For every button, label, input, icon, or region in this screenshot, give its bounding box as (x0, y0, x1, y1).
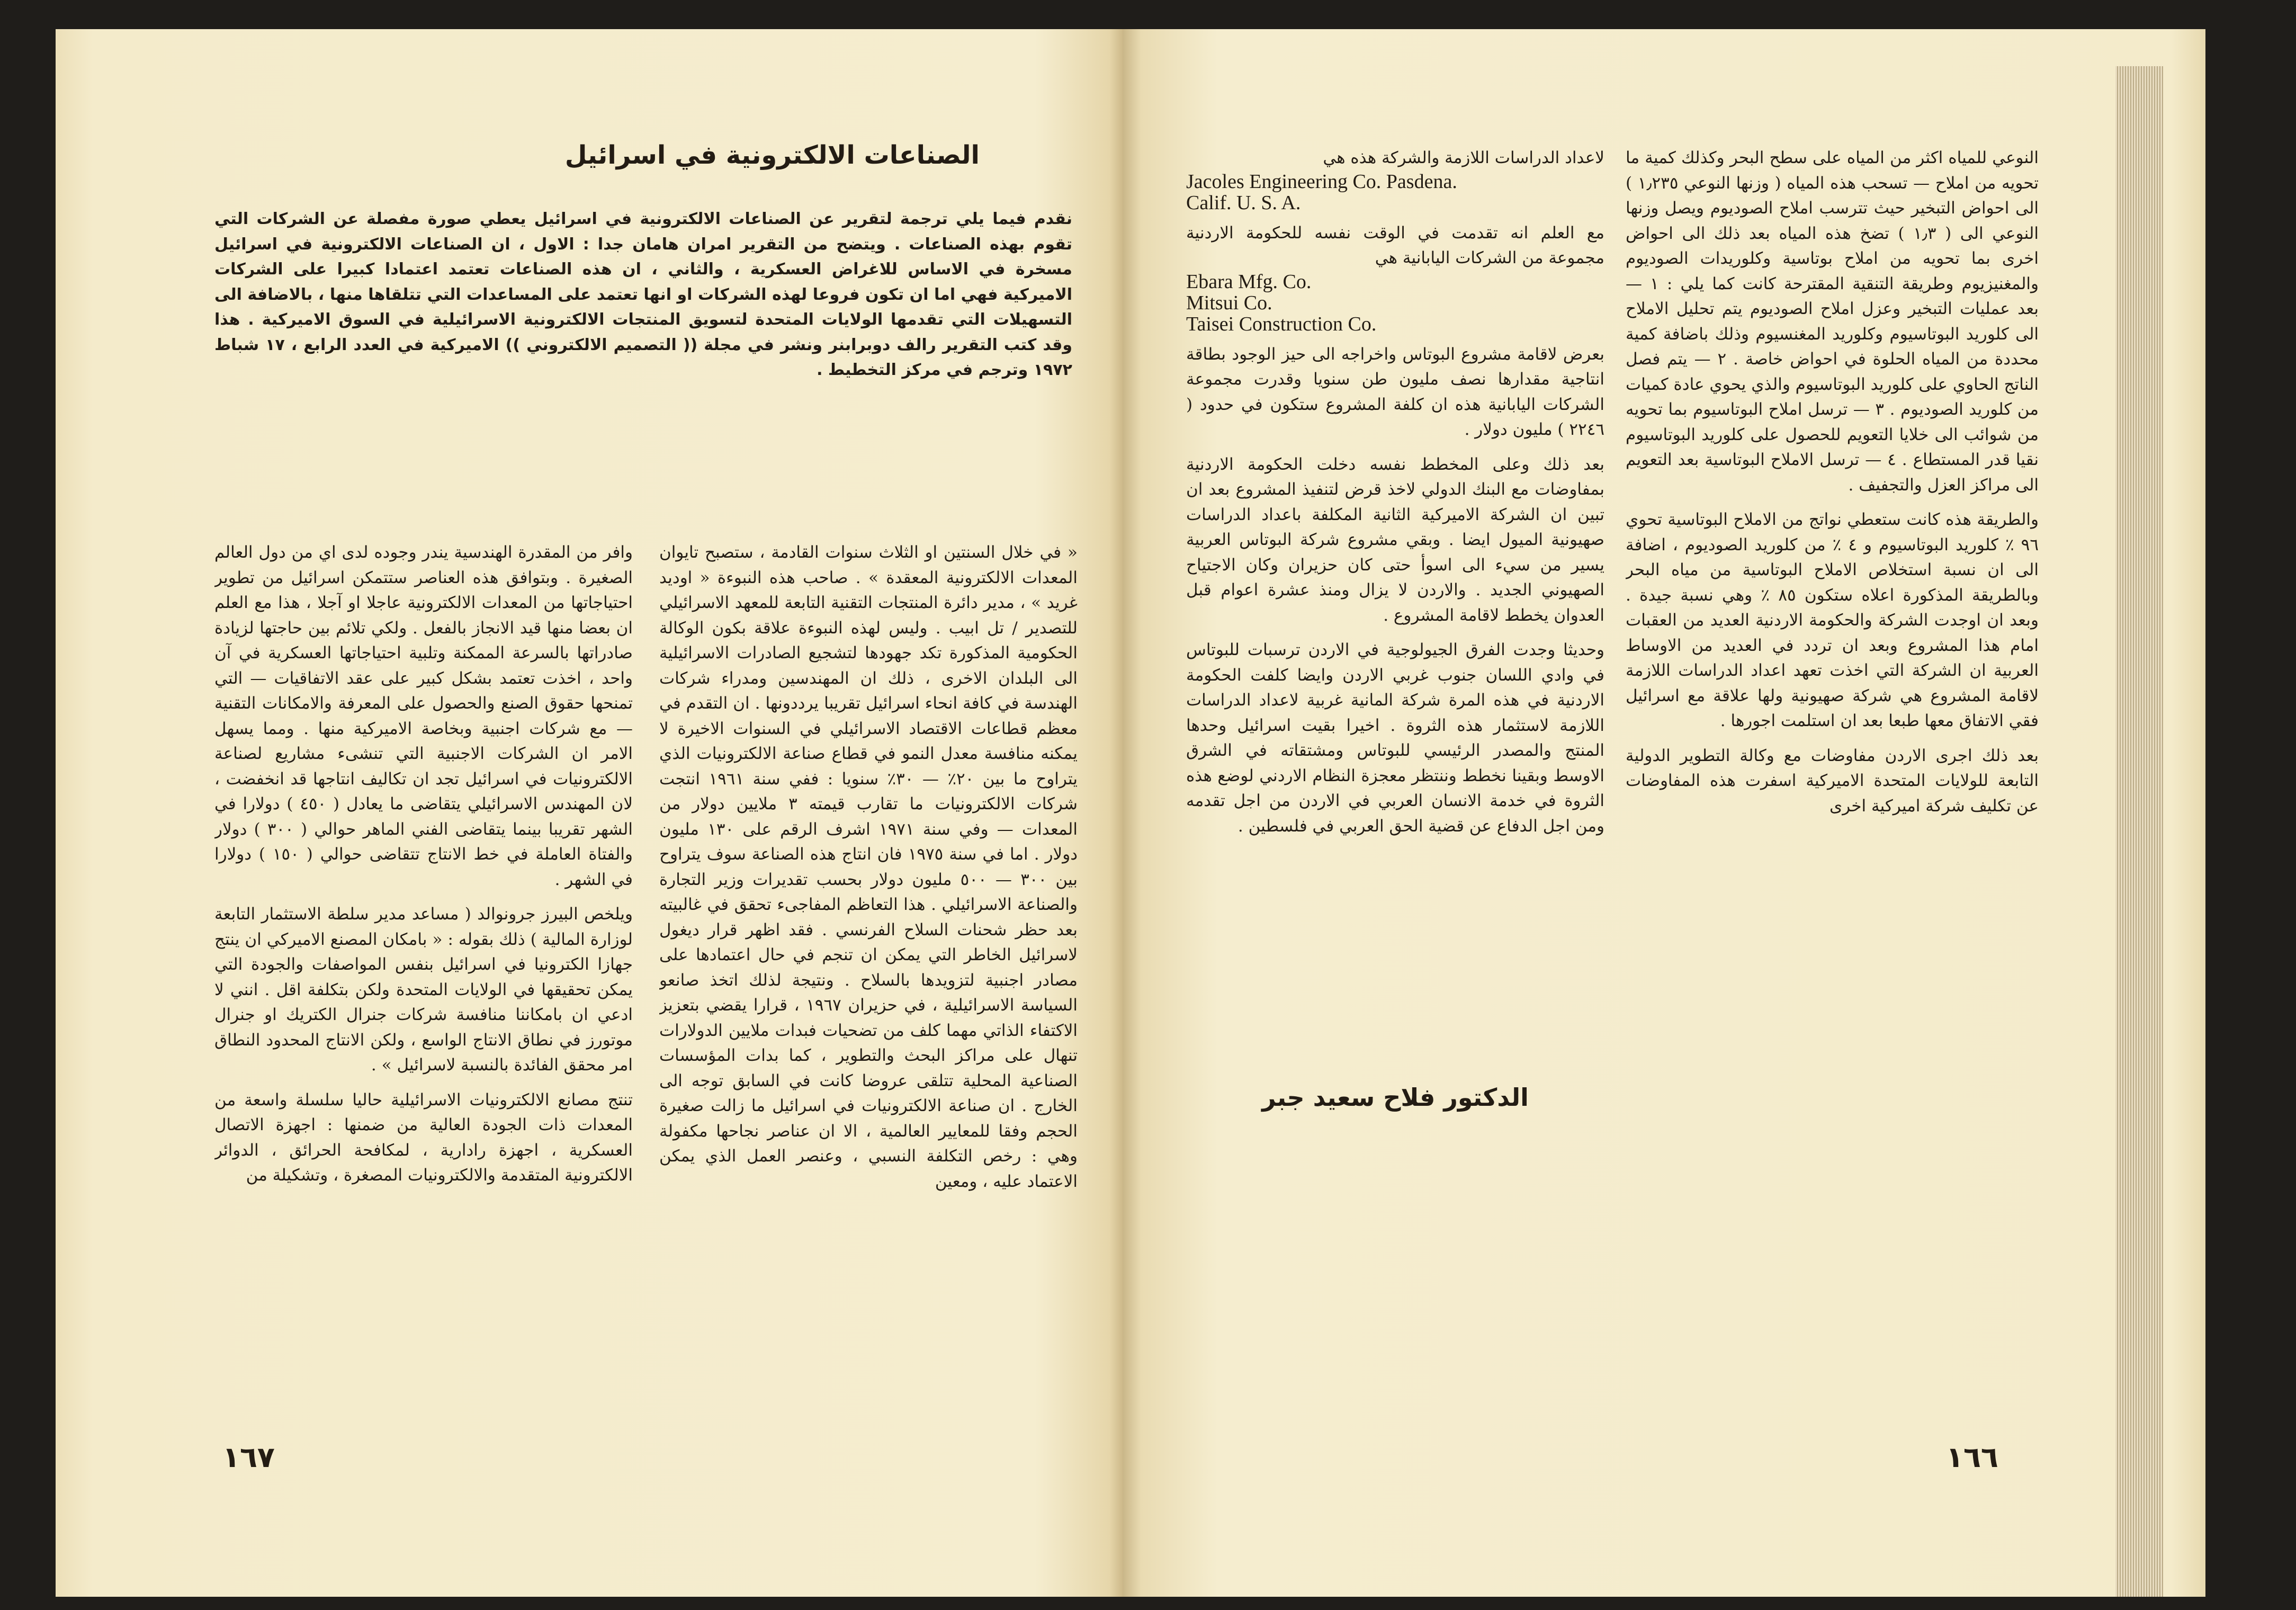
paragraph: وحديثا وجدت الفرق الجيولوجية في الاردن ترسبات للبوتاس في وادي اللسان جنوب غربي الاردن وايضا كلفت الحكومة الاردنية في هذه المرة شركة المانية غربية لاعداد الدراسات اللازمة لاستثمار هذه الثروة . اخيرا بقيت اسرائيل وحدها المنتج والمصدر الرئيسي للبوتاس ومشتقاته في الشرق الاوسط وبقينا نخطط وننتظر معجزة النظام الاردني لوضع هذه الثروة في خدمة الانسان العربي في الاردن من اجل تقدمه ومن اجل الدفاع عن قضية الحق العربي في فلسطين . (1186, 640, 1604, 836)
right-page-right-column (1626, 146, 2039, 1311)
paragraph: ويلخص البيرز جرونوالد ( مساعد مدير سلطة الاستثمار التابعة لوزارة المالية ) ذلك بقوله : « بامكان المصنع الاميركي ان ينتج جهازا الكترونيا في اسرائيل بنفس المواصفات والجودة التي يمكن تحقيقها في الولايات المتحدة ولكن بتكلفة اقل . انني لا ادعي ان بامكاننا منافسة شركات جنرال الكتريك او جنرال موتورز في نطاق الانتاج الواسع ، ولكن الانتاج المحدود النطاق امر محقق الفائدة بالنسبة لاسرائيل » . (214, 905, 633, 1075)
author-byline: الدكتور فلاح سعيد جبر (1262, 1083, 1529, 1112)
page-number: ١٦٦ (1946, 1441, 1998, 1474)
right-page-left-column (1186, 146, 1604, 1078)
page-edge-stack (2115, 66, 2163, 1597)
paragraph: النوعي للمياه اكثر من المياه على سطح البحر وكذلك كمية ما تحويه من املاح — تسحب هذه المياه ( وزنها النوعي ١٫٢٣٥ ) الى احواض التبخير حيث تترسب املاح الصوديوم ويصل وزنها النوعي الى ( ١٫٣ ) تضخ هذه المياه بعد ذلك الى احواض اخرى بما تحويه من املاح بوتاسية وكلوريدات الصوديوم والمغنيزيوم وطريقة التنقية المقترحة كانت كما يلي : ١ — بعد عمليات التبخير وعزل املاح الصوديوم يتم تحليل الاملاح الى كلوريد البوتاسيوم وكلوريد المغنسيوم وذلك باضافة كمية محددة من المياه الحلوة في احواض خاصة . ٢ — يتم فصل الناتج الحاوي على كلوريد البوتاسيوم والذي يحوي عادة كميات من كلوريد الصوديوم . ٣ — ترسل املاح البوتاسيوم بما تحويه من شوائب الى خلايا التعويم للحصول على كلوريد البوتاسيوم نقيا قدر المستطاع . ٤ — ترسل الاملاح البوتاسية بعد التعويم الى مراكز العزل والتجفيف . (1626, 148, 2039, 495)
paragraph: بعد ذلك وعلى المخطط نفسه دخلت الحكومة الاردنية بمفاوضات مع البنك الدولي لاخذ قرض لتنفيذ المشروع بعد ان تبين ان الشركة الاميركية الثانية المكلفة باعداد الدراسات صهيونية الميول ايضا . وبقي مشروع شركة البوتاس العربية يسير من سيء الى اسوأ حتى كان حزيران وكان الاجتياح الصهيوني الجديد . والاردن لا يزال ومنذ عشرة اعوام قبل العدوان يخطط لاقامة المشروع . (1186, 454, 1604, 625)
paragraph: بعد ذلك اجرى الاردن مفاوضات مع وكالة التطوير الدولية التابعة للولايات المتحدة الاميركية اسفرت هذه المفاوضات عن تكليف شركة اميركية اخرى (1626, 746, 2039, 816)
paragraph: والطريقة هذه كانت ستعطي نواتج من الاملاح البوتاسية تحوي ٩٦ ٪ كلوريد البوتاسيوم و ٤ ٪ من كلوريد الصوديوم ، اضافة الى ان نسبة استخلاص الاملاح البوتاسية من مياه البحر وبالطريقة المذكورة اعلاه ستكون ٨٥ ٪ وهي نسبة جيدة . وبعد ان اوجدت الشركة والحكومة الاردنية العديد من العقبات امام هذا المشروع وبعد ان تردد في العديد من الاوساط العربية ان الشركة التي اخذت تعهد اعداد الدراسات اللازمة لاقامة المشروع هي شركة صهيونية ولها علاقة مع اسرائيل فقي الاتفاق معها طبعا بعد ان استلمت اجورها . (1626, 510, 2039, 730)
left-page-right-column (659, 540, 1078, 1441)
paragraph: لاعداد الدراسات اللازمة والشركة هذه هي (1323, 148, 1604, 167)
company-name-line: Ebara Mfg. Co. (1186, 270, 1312, 293)
company-name-line: Calif. U. S. A. (1186, 191, 1301, 214)
company-name-line: Mitsui Co. (1186, 291, 1272, 314)
paragraph: وافر من المقدرة الهندسية يندر وجوده لدى اي من دول العالم الصغيرة . وبتوافق هذه العناصر ستتمكن اسرائيل من تطوير احتياجاتها من المعدات الالكترونية عاجلا او آجلا ، هذا مع العلم ان بعضا منها قيد الانجاز بالفعل . ولكي تلائم بين حاجتها لزيادة صادراتها بالسرعة الممكنة وتلبية احتياجاتها العسكرية في آن واحد ، اخذت تعتمد بشكل كبير على عقد الاتفاقيات — التي تمنحها حقوق الصنع والحصول على المعرفة والامكانات التقنية — مع شركات اجنبية وبخاصة الاميركية منها . ومما يسهل الامر ان الشركات الاجنبية التي تنشىء مشاريع لصناعة الالكترونيات في اسرائيل تجد ان تكاليف انتاجها قد انخفضت ، لان المهندس الاسرائيلي يتقاضى ما يعادل ( ٤٥٠ ) دولارا في الشهر تقريبا بينما يتقاضى الفني الماهر حوالي ( ٣٠٠ ) دولار والفتاة العاملة في خط الانتاج تتقاضى حوالي ( ١٥٠ ) دولارا في الشهر . (214, 543, 633, 889)
company-name-line: Taisei Construction Co. (1186, 312, 1377, 335)
page-number: ١٦٧ (222, 1441, 275, 1474)
paragraph: مع العلم انه تقدمت في الوقت نفسه للحكومة الاردنية مجموعة من الشركات اليابانية هي (1186, 223, 1604, 267)
left-page-left-column (214, 540, 633, 1441)
company-name-line: Jacoles Engineering Co. Pasdena. (1186, 170, 1457, 193)
right-page (1123, 29, 2205, 1597)
paragraph: تنتج مصانع الالكترونيات الاسرائيلية حاليا سلسلة واسعة من المعدات ذات الجودة العالية من ضمنها : اجهزة الاتصال العسكرية ، اجهزة رادارية ، لمكافحة الحرائق ، الدوائر الالكترونية المتقدمة والالكترونيات المصغرة ، وتشكيلة من (214, 1090, 633, 1185)
article-title: الصناعات الالكترونية في اسرائيل (564, 140, 980, 170)
company-names-block (1186, 271, 1604, 335)
article-intro: نقدم فيما يلي ترجمة لتقرير عن الصناعات الالكترونية في اسرائيل يعطي صورة مفصلة عن الشركات التي تقوم بهذه الصناعات . ويتضح من التقرير امران هامان جدا : الاول ، ان الصناعات الالكترونية في اسرائيل مسخرة في الاساس للاغراض العسكرية ، والثاني ، ان هذه الصناعات تعتمد اعتمادا كبيرا على الشركات الاميركية فهي اما ان تكون فروعا لهذه الشركات او انها تعتمد على المساعدات التي تتلقاها منها ، بالاضافة الى التسهيلات التي تقدمها الولايات المتحدة لتسويق المنتجات الالكترونية الاسرائيلية في السوق الاميركية . هذا وقد كتب التقرير رالف دوبرابنر ونشر في مجلة (( التصميم الالكتروني )) الاميركية في العدد الرابع ، ١٧ شباط ١٩٧٢ وترجم في مركز التخطيط . (214, 210, 1072, 379)
left-page (56, 29, 1123, 1597)
paragraph: بعرض لاقامة مشروع البوتاس واخراجه الى حيز الوجود بطاقة انتاجية مقدارها نصف مليون طن سنويا وقدرت مجموعة الشركات اليابانية هذه ان كلفة المشروع ستكون في حدود ( ٢٢٤٦ ) مليون دولار . (1186, 344, 1604, 439)
bleed-through-text (87, 140, 167, 405)
paragraph: « في خلال السنتين او الثلاث سنوات القادمة ، ستصبح تايوان المعدات الالكترونية المعقدة » . صاحب هذه النبوءة « اوديد غريد » ، مدير دائرة المنتجات التقنية التابعة للمعهد الاسرائيلي للتصدير / تل ابيب . وليس لهذه النبوءة علاقة بكون الوكالة الحكومية المذكورة تكد جهودها لتشجيع الصادرات الاسرائيلية الى البلدان الاخرى ، ذلك ان المهندسين ومدراء شركات الهندسة في كافة انحاء اسرائيل تقريبا يرددونها . ان التقدم في معظم قطاعات الاقتصاد الاسرائيلي في السنوات الاخيرة لا يمكنه منافسة معدل النمو في قطاع صناعة الالكترونيات الذي يتراوح ما بين ٢٠٪ — ٣٠٪ سنويا : ففي سنة ١٩٦١ انتجت شركات الالكترونيات ما تقارب قيمته ٣ ملايين دولار من المعدات — وفي سنة ١٩٧١ اشرف الرقم على ١٣٠ مليون دولار . اما في سنة ١٩٧٥ فان انتاج هذه الصناعة سوف يتراوح بين ٣٠٠ — ٥٠٠ مليون دولار بحسب تقديرات وزير التجارة والصناعة الاسرائيلي . هذا التعاظم المفاجىء تحقق في غالبيته بعد حظر شحنات السلاح الفرنسي . فقد اظهر قرار ديغول لاسرائيل الخاطر التي يمكن ان تنجم في حال اعتمادها على مصادر اجنبية لتزويدها بالسلاح . ونتيجة لذلك اتخذ صانعو السياسة الاسرائيلية ، في حزيران ١٩٦٧ ، قرارا يقضي بتعزيز الاكتفاء الذاتي مهما كلف من تضحيات فبدات ملايين الدولارات تنهال على مراكز البحث والتطوير ، كما بدات المؤسسات الصناعية المحلية تتلقى عروضا كانت في السابق توجه الى الخارج . ان صناعة الالكترونيات في اسرائيل ما زالت صغيرة الحجم وفقا للمعايير العالمية ، الا ان عناصر نجاحها مكفولة وهي : رخص التكلفة النسبي ، وعنصر العمل الذي يمكن الاعتماد عليه ، ومعين (659, 543, 1078, 1191)
company-name-block (1186, 171, 1604, 213)
